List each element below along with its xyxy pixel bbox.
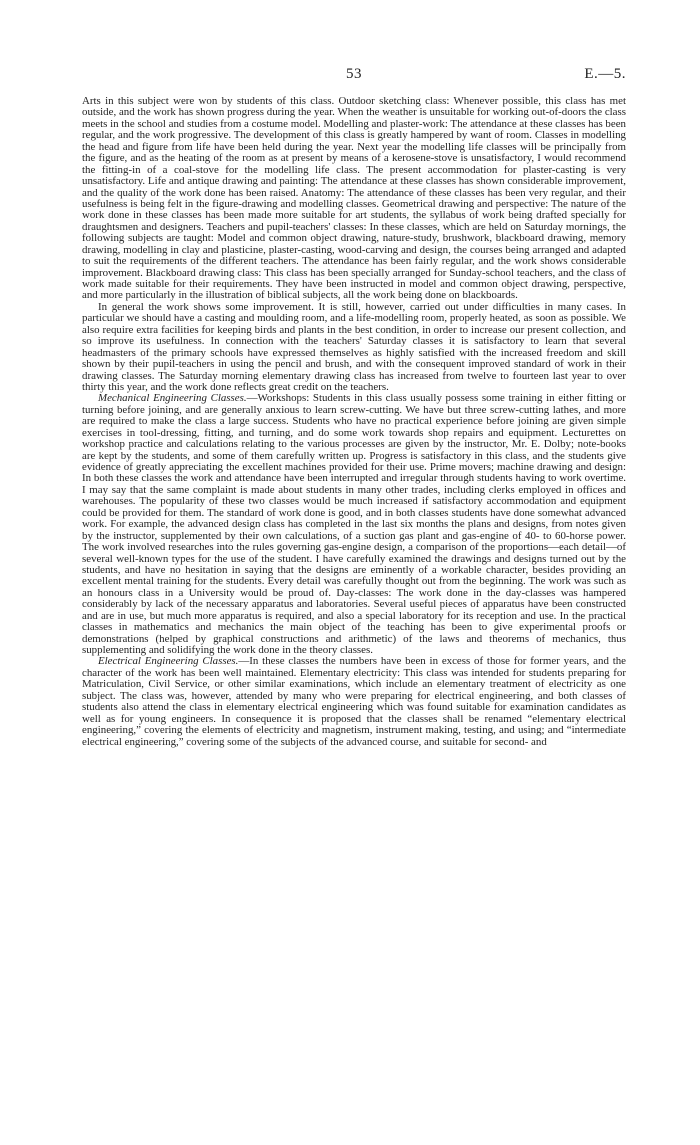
section-heading-electrical: Electrical Engineering Classes. — [98, 655, 239, 668]
paragraph-electrical-engineering — [82, 656, 626, 748]
paragraph-mechanical-engineering — [82, 393, 626, 656]
paragraph-art-classes — [82, 96, 626, 302]
paragraph-text: —In these classes the numbers have been in excess of those for former years, and the character of the work has been well maintained. Elementary electricity: This class was intended for students preparing for Matriculation, Civil Service, or other similar examinations, which include an elementary treatment of electricity as one subject. The class was, however, attended by many who were preparing for electrical engineering, and both classes of students also attend the class in elementary electrical engineering which was found suitable for examination candidates as well as for young engineers. In consequence it is proposed that the classes shall be renamed “elementary electrical engineering,” covering the elements of electricity and magnetism, instrument making, testing, and using; and “intermediate electrical engineering,” covering some of the subjects of the advanced course, and suitable for second- and — [82, 655, 626, 748]
paragraph-text: —Workshops: Students in this class usually possess some training in either fitting or turning before joining, and are generally anxious to learn screw-cutting. We have but three screw-cutting lathes, and more are required to make the class a large success. Students who have no practical experience before joining are given simple exercises in tool-dressing, fitting, and turning, and do some work towards shop repairs and equipment. Lecturettes on workshop practice and calculations relating to the various processes are given by the instructor, Mr. E. Dolby; note-books are kept by the students, and some of them carefully written up. Progress is satisfactory in this class, and the students give evidence of greatly appreciating the excellent machines provided for their use. Prime movers; machine drawing and design: In both these classes the work and attendance have been interrupted and irregular through students having to work overtime. I may say that the same complaint is made about students in many other trades, including clerks employed in offices and warehouses. The popularity of these two classes would be much increased if satisfactory accommodation and equipment could be provided for them. The standard of work done is good, and in both classes students have done somewhat advanced work. For example, the advanced design class has completed in the last six months the plans and designs, from notes given by the instructor, supplemented by their own calculations, of a suction gas plant and gas-engine of 40- to 60-horse power. The work involved researches into the rules governing gas-engine design, a comparison of the proportions—each detail—of several well-known types for the use of the student. I have carefully examined the drawings and designs turned out by the students, and have no hesitation in saying that the designs are eminently of a workable character, besides providing an excellent mental training for the students. Every detail was carefully thought out from the beginning. The work was such as an honours class in a University would be proud of. Day-classes: The work done in the day-classes was hampered considerably by lack of the necessary apparatus and laboratories. Several useful pieces of apparatus have been constructed and are in use, but much more apparatus is required, and also a special laboratory for its reception and use. In the practical classes in mathematics and mechanics the main object of the teaching has been to give experimental proofs or demonstrations (helped by graphical constructions and arithmetic) of the laws and theorems of mechanics, thus supplementing and solidifying the work done in the theory classes. — [82, 392, 626, 656]
paragraph-text: In general the work shows some improvement. It is still, however, carried out under difficulties in many cases. In particular we should have a casting and moulding room, and a life-modelling room, properly heated, as soon as possible. We also require extra facilities for keeping birds and plants in the best condition, in order to increase our present collection, and so improve its usefulness. In connection with the teachers' Saturday classes it is satisfactory to learn that several headmasters of the primary schools have expressed themselves as highly satisfied with the increased freedom and skill shown by their pupil-teachers in using the pencil and brush, and with the consequent improved standard of work in their drawing classes. The Saturday morning elementary drawing class has increased from twelve to fourteen last year to over thirty this year, and the work done reflects great credit on the teachers. — [82, 300, 626, 393]
body-text — [82, 96, 626, 748]
paragraph-general-work — [82, 302, 626, 394]
page-reference: E.—5. — [584, 66, 626, 82]
section-heading-mechanical: Mechanical Engineering Classes. — [98, 392, 247, 405]
page-header — [82, 66, 626, 88]
paragraph-text: Arts in this subject were won by students of this class. Outdoor sketching class: Whenever possible, this class has met outside, and the work has shown progress during the year. When the weather is unsuitable for working out-of-doors the class meets in the school and studies from a costume model. Modelling and plaster-work: The attendance at these classes has been regular, and the work progressive. The development of this class is greatly hampered by want of room. Classes in modelling the head and figure from life have been held during the year. Next year the modelling life classes will be principally from the figure, and as the heating of the room as at present by means of a kerosene-stove is unsatisfactory, I would recommend the fitting-in of a coal-stove for the modelling life class. The present accommodation for plaster-casting is very unsatisfactory. Life and antique drawing and painting: The attendance at these classes has shown considerable improvement, and the quality of the work done has been raised. Anatomy: The attendance of these classes has been very regular, and their usefulness is being felt in the figure-drawing and modelling classes. Geometrical drawing and perspective: The nature of the work done in these classes has been made more suitable for art students, the syllabus of work being drafted specially for draughtsmen and designers. Teachers and pupil-teachers' classes: In these classes, which are held on Saturday mornings, the following subjects are taught: Model and common object drawing, nature-study, brushwork, blackboard drawing, memory drawing, modelling in clay and plasticine, plaster-casting, wood-carving and design, the courses being arranged and adapted to suit the requirements of the different teachers. The attendance has been fairly regular, and the work shows considerable improvement. Blackboard drawing class: This class has been specially arranged for Sunday-school teachers, and the class of work made suitable for their requirements. They have been instructed in model and common object drawing, perspective, and more particularly in the illustration of biblical subjects, all the work being done on blackboards. — [82, 95, 626, 302]
page-number: 53 — [346, 66, 362, 82]
